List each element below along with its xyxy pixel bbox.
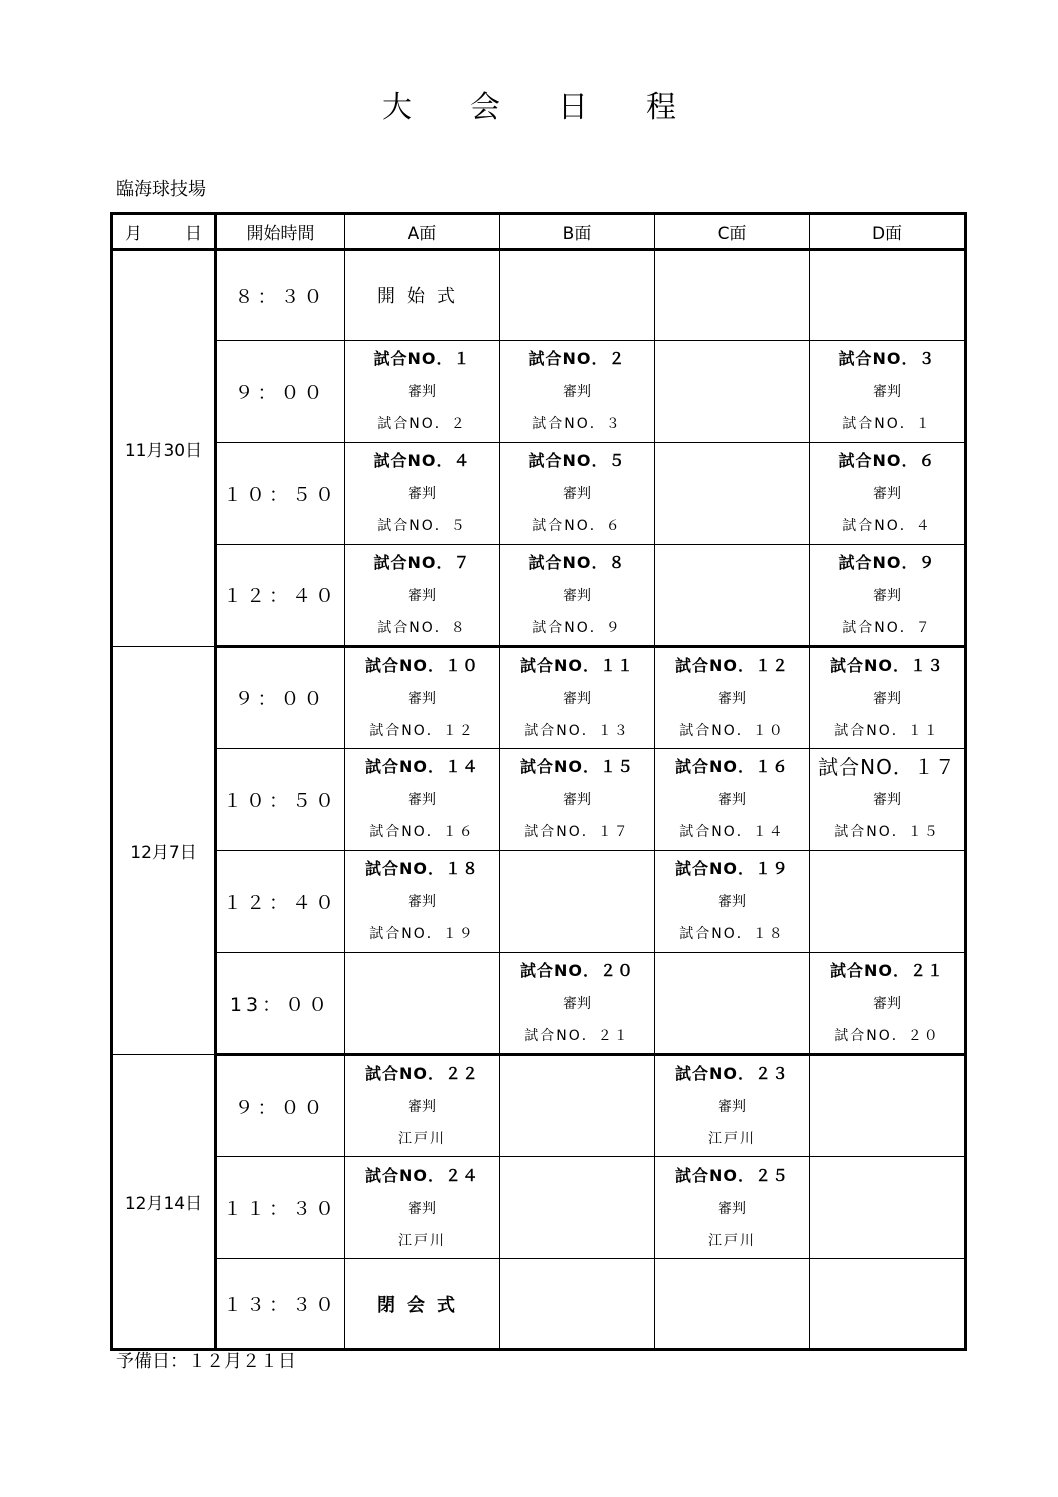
date-cell: 11月30日: [112, 250, 216, 647]
court-d-cell: [810, 544, 966, 646]
referee-assignment: 江戸川: [398, 1232, 446, 1249]
referee-assignment: 江戸川: [398, 1131, 446, 1148]
referee-assignment: 試合NO．１７: [524, 824, 630, 841]
referee-assignment: 試合NO．２１: [524, 1028, 630, 1044]
start-time-cell: ９：００: [216, 646, 345, 748]
match-number: 試合NO．２３: [675, 1064, 789, 1084]
venue-label: 臨海球技場: [116, 179, 206, 200]
match-number: 試合NO．２１: [830, 961, 944, 980]
referee-label: 審判: [563, 384, 591, 401]
match-number: 試合NO．１９: [675, 859, 789, 879]
table-row: [112, 748, 966, 850]
table-row: [112, 1055, 966, 1157]
court-b-cell: [500, 1157, 655, 1259]
referee-assignment: 試合NO．７: [842, 619, 932, 636]
court-a-cell: [345, 442, 500, 544]
match-number: 試合NO．１６: [675, 757, 789, 777]
referee-assignment: 試合NO．１８: [679, 926, 785, 943]
court-b-cell: [500, 748, 655, 850]
match-number: 試合NO．１８: [365, 859, 479, 879]
court-b-cell: [500, 646, 655, 748]
referee-label: 審判: [718, 894, 746, 911]
start-time-cell: １２：４０: [216, 544, 345, 646]
court-c-cell: [655, 340, 810, 442]
table-row: [112, 953, 966, 1055]
referee-assignment: 試合NO．１９: [369, 926, 475, 943]
referee-label: 審判: [873, 587, 901, 604]
referee-label: 審判: [873, 690, 901, 707]
referee-assignment: 試合NO．２０: [834, 1028, 940, 1044]
referee-assignment: 試合NO．１６: [369, 824, 475, 841]
referee-assignment: 試合NO．１１: [834, 722, 940, 739]
court-b-cell: [500, 1259, 655, 1350]
referee-label: 審判: [873, 486, 901, 503]
referee-label: 審判: [408, 792, 436, 809]
court-d-cell: [810, 1259, 966, 1350]
match-number: 試合NO．１７: [818, 755, 956, 780]
court-a-cell: [345, 1157, 500, 1259]
match-number: 試合NO．２: [528, 349, 626, 369]
referee-assignment: 江戸川: [708, 1232, 756, 1249]
referee-label: 審判: [408, 894, 436, 911]
court-a-cell: [345, 250, 500, 341]
table-row: [112, 340, 966, 442]
referee-label: 審判: [718, 1099, 746, 1116]
table-row: [112, 442, 966, 544]
table-row: [112, 646, 966, 748]
court-b-cell: [500, 1055, 655, 1157]
court-b-cell: [500, 250, 655, 341]
header-court-c: C面: [655, 214, 810, 250]
referee-assignment: 試合NO．１０: [679, 722, 785, 739]
court-d-cell: [810, 250, 966, 341]
referee-assignment: 試合NO．１４: [679, 824, 785, 841]
match-number: 試合NO．３: [838, 349, 936, 369]
match-number: 試合NO．５: [528, 451, 626, 471]
referee-label: 審判: [563, 486, 591, 503]
table-row: [112, 850, 966, 952]
match-number: 試合NO．１３: [830, 655, 944, 675]
court-b-cell: [500, 544, 655, 646]
header-court-d: D面: [810, 214, 966, 250]
referee-label: 審判: [873, 384, 901, 401]
table-row: [112, 544, 966, 646]
match-number: 試合NO．９: [838, 552, 936, 572]
court-d-cell: [810, 748, 966, 850]
court-a-cell: [345, 544, 500, 646]
start-time-cell: 13：００: [216, 953, 345, 1055]
match-number: 試合NO．１２: [675, 655, 789, 675]
header-start-time: 開始時間: [216, 214, 345, 250]
court-c-cell: [655, 442, 810, 544]
court-c-cell: [655, 544, 810, 646]
table-row: [112, 250, 966, 341]
referee-label: 審判: [408, 1200, 436, 1217]
court-c-cell: [655, 850, 810, 952]
page-title: 大会日程: [382, 90, 734, 125]
header-month: 月: [125, 224, 142, 244]
court-d-cell: [810, 953, 966, 1055]
referee-assignment: 試合NO．９: [532, 619, 622, 636]
referee-assignment: 試合NO．４: [842, 518, 932, 535]
match-number: 試合NO．１５: [520, 757, 634, 777]
referee-assignment: 試合NO．１２: [369, 722, 475, 739]
court-b-cell: [500, 850, 655, 952]
court-c-cell: [655, 748, 810, 850]
match-number: 試合NO．２５: [675, 1165, 789, 1185]
referee-label: 審判: [873, 996, 901, 1012]
court-a-cell: [345, 850, 500, 952]
start-time-cell: ９：００: [216, 340, 345, 442]
court-b-cell: [500, 953, 655, 1055]
referee-assignment: 試合NO．２: [377, 416, 467, 433]
court-b-cell: [500, 442, 655, 544]
match-number: 試合NO．１０: [365, 655, 479, 675]
court-c-cell: [655, 1259, 810, 1350]
table-row: [112, 1157, 966, 1259]
court-a-cell: [345, 340, 500, 442]
match-number: 試合NO．２２: [365, 1064, 479, 1084]
header-row: [112, 214, 966, 250]
header-date: [112, 214, 216, 250]
referee-assignment: 試合NO．３: [532, 416, 622, 433]
ceremony-label: 閉会式: [377, 1294, 467, 1316]
referee-label: 審判: [408, 384, 436, 401]
referee-label: 審判: [718, 792, 746, 809]
court-a-cell: [345, 1055, 500, 1157]
referee-label: 審判: [408, 1099, 436, 1116]
ceremony-label: 開始式: [377, 286, 467, 308]
date-cell: 12月7日: [112, 646, 216, 1054]
schedule-table: [110, 212, 967, 1351]
header-day: 日: [185, 224, 202, 244]
court-c-cell: [655, 953, 810, 1055]
court-d-cell: [810, 1157, 966, 1259]
court-d-cell: [810, 646, 966, 748]
table-row: [112, 1259, 966, 1350]
referee-label: 審判: [718, 690, 746, 707]
start-time-cell: １０：５０: [216, 442, 345, 544]
match-number: 試合NO．２４: [365, 1165, 479, 1185]
court-d-cell: [810, 442, 966, 544]
referee-label: 審判: [408, 486, 436, 503]
court-b-cell: [500, 340, 655, 442]
match-number: 試合NO．４: [373, 451, 471, 471]
referee-assignment: 試合NO．５: [377, 518, 467, 535]
referee-label: 審判: [563, 690, 591, 707]
referee-assignment: 試合NO．６: [532, 518, 622, 535]
referee-assignment: 試合NO．１５: [834, 824, 940, 841]
court-c-cell: [655, 250, 810, 341]
court-a-cell: [345, 953, 500, 1055]
start-time-cell: ９：００: [216, 1055, 345, 1157]
referee-label: 審判: [873, 792, 901, 809]
start-time-cell: ８：３０: [216, 250, 345, 341]
match-number: 試合NO．１１: [520, 655, 634, 675]
match-number: 試合NO．１４: [365, 757, 479, 777]
header-court-a: A面: [345, 214, 500, 250]
referee-label: 審判: [718, 1200, 746, 1217]
match-number: 試合NO．６: [838, 451, 936, 471]
court-d-cell: [810, 850, 966, 952]
start-time-cell: １２：４０: [216, 850, 345, 952]
referee-assignment: 試合NO．１: [842, 416, 932, 433]
court-a-cell: [345, 1259, 500, 1350]
referee-label: 審判: [563, 792, 591, 809]
referee-label: 審判: [563, 996, 591, 1012]
referee-label: 審判: [408, 587, 436, 604]
court-c-cell: [655, 646, 810, 748]
header-court-b: B面: [500, 214, 655, 250]
referee-assignment: 試合NO．１３: [524, 722, 630, 739]
match-number: 試合NO．８: [528, 552, 626, 572]
date-cell: 12月14日: [112, 1055, 216, 1350]
start-time-cell: １０：５０: [216, 748, 345, 850]
schedule-body: [112, 250, 966, 1350]
referee-assignment: 江戸川: [708, 1131, 756, 1148]
match-number: 試合NO．１: [373, 349, 471, 369]
referee-label: 審判: [563, 587, 591, 604]
start-time-cell: １３：３０: [216, 1259, 345, 1350]
match-number: 試合NO．２０: [520, 961, 634, 980]
court-a-cell: [345, 646, 500, 748]
court-c-cell: [655, 1055, 810, 1157]
reserve-day: 予備日：１２月２１日: [116, 1351, 296, 1372]
match-number: 試合NO．７: [373, 552, 471, 572]
court-c-cell: [655, 1157, 810, 1259]
referee-label: 審判: [408, 690, 436, 707]
court-d-cell: [810, 1055, 966, 1157]
court-d-cell: [810, 340, 966, 442]
court-a-cell: [345, 748, 500, 850]
referee-assignment: 試合NO．８: [377, 619, 467, 636]
start-time-cell: １１：３０: [216, 1157, 345, 1259]
